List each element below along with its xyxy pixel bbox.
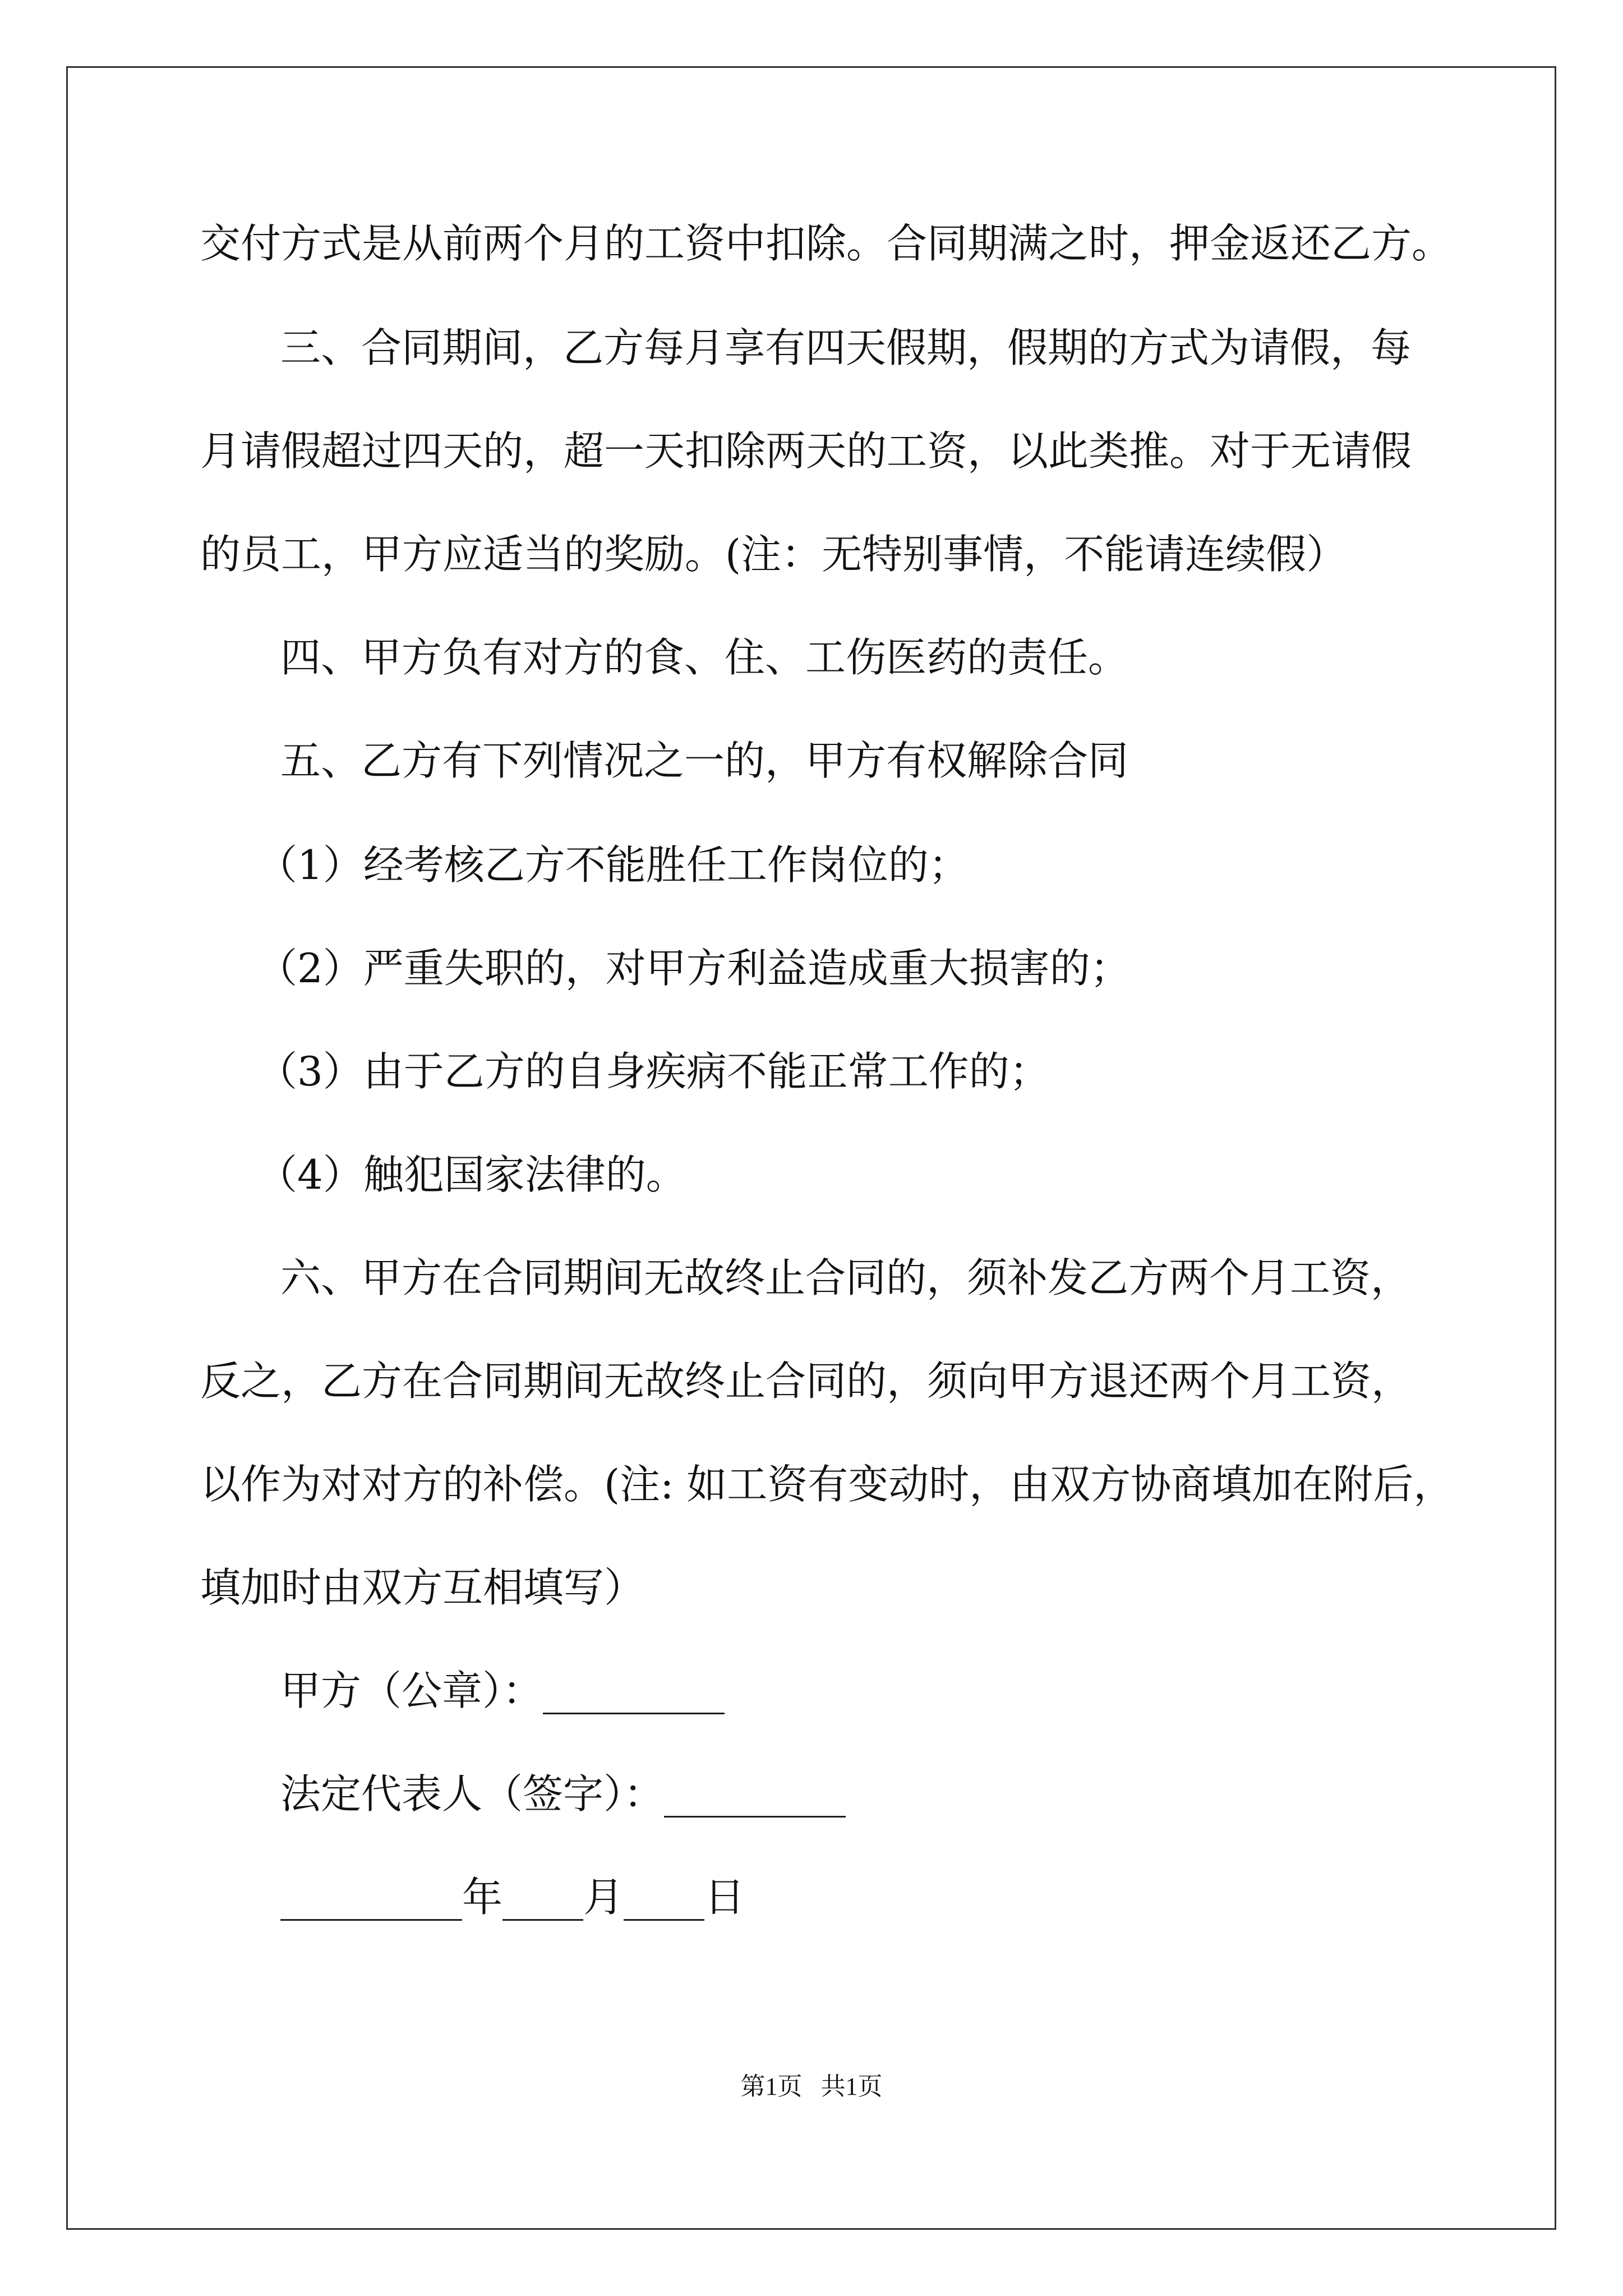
clause-six: 六、甲方在合同期间无故终止合同的，须补发乙方两个月工资， xyxy=(280,1254,1412,1301)
legal-representative-signature-field: 法定代表人（签字）：_________ xyxy=(280,1770,846,1818)
paragraph-line: 的员工，甲方应适当的奖励。(注：无特别事情，不能请连续假） xyxy=(200,531,1347,578)
paragraph-line: 以作为对对方的补偿。(注: 如工资有变动时，由双方协商填加在附后， xyxy=(200,1461,1454,1508)
clause-four: 四、甲方负有对方的食、住、工伤医药的责任。 xyxy=(280,634,1129,681)
paragraph-line: 填加时由双方互相填写） xyxy=(200,1564,645,1611)
clause-five-item-4: （4）触犯国家法律的。 xyxy=(257,1151,686,1198)
clause-five-item-2: （2）严重失职的，对甲方利益造成重大损害的； xyxy=(257,945,1131,992)
date-field: _________年____月____日 xyxy=(280,1874,745,1921)
clause-five: 五、乙方有下列情况之一的，甲方有权解除合同 xyxy=(280,737,1129,784)
paragraph-line: 月请假超过四天的，超一天扣除两天的工资，以此类推。对于无请假 xyxy=(200,427,1412,475)
party-a-seal-field: 甲方（公章）：_________ xyxy=(280,1667,725,1714)
clause-five-item-1: （1）经考核乙方不能胜任工作岗位的； xyxy=(257,841,969,889)
page-number-footer: 第1页 共1页 xyxy=(740,2073,883,2100)
paragraph-line: 交付方式是从前两个月的工资中扣除。合同期满之时，押金返还乙方。 xyxy=(200,220,1453,267)
clause-five-item-3: （3）由于乙方的自身疾病不能正常工作的； xyxy=(257,1048,1050,1095)
paragraph-line: 反之，乙方在合同期间无故终止合同的，须向甲方退还两个月工资， xyxy=(200,1358,1412,1405)
clause-three: 三、合同期间，乙方每月享有四天假期，假期的方式为请假，每 xyxy=(280,324,1412,371)
